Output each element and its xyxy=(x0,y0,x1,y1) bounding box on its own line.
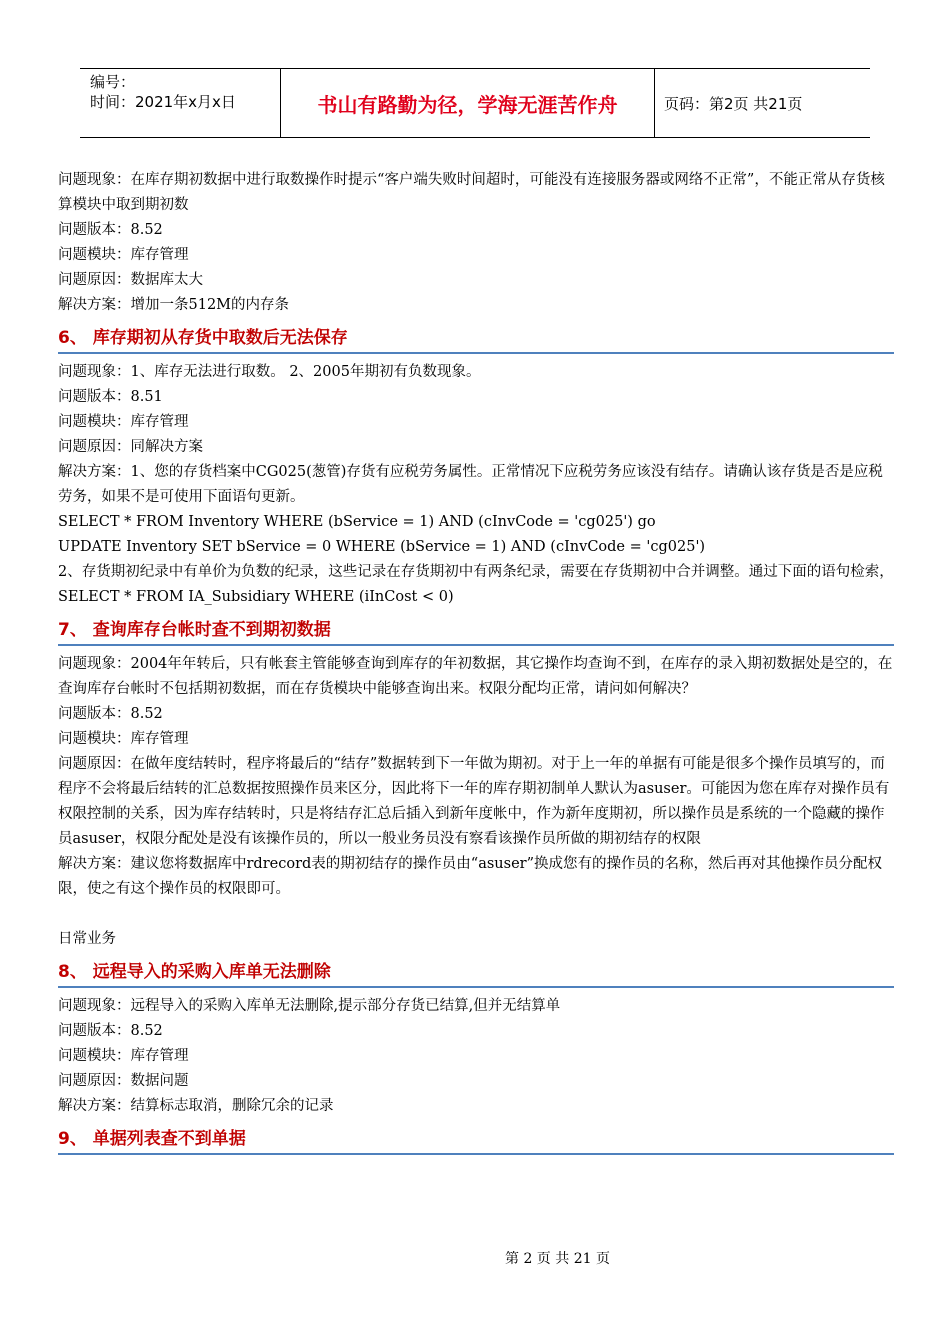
paragraph: 问题原因：数据问题 xyxy=(58,1073,189,1089)
paragraph: 问题模块：库存管理 xyxy=(58,731,189,747)
paragraph: 问题版本：8.51 xyxy=(58,389,163,405)
section-heading: 8、 远程导入的采购入库单无法删除 xyxy=(58,952,894,988)
section-heading: 7、 查询库存台帐时查不到期初数据 xyxy=(58,610,894,646)
paragraph: 问题原因：在做年度结转时，程序将最后的“结存”数据转到下一年做为期初。对于上一年的单据有可能是很多个操作员填写的，而程序不会将最后结转的汇总数据按照操作员来区分，因此将下一年的库存期初制单人默认为asuser。可能因为您在库存对操作员有权限控制的关系，因为库存结转时，只是将结存汇总后插入到新年度帐中，作为新年度期初，所以操作员是系统的一个隐藏的操作员asuser，权限分配处是没有该操作员的，所以一般业务员没有察看该操作员所做的期初结存的权限 xyxy=(58,756,890,847)
paragraph: 问题模块：库存管理 xyxy=(58,247,189,263)
paragraph: 问题现象：在库存期初数据中进行取数操作时提示“客户端失败时间超时，可能没有连接服务器或网络不正常”，不能正常从存货核算模块中取到期初数 xyxy=(58,172,885,213)
paragraph: 问题模块：库存管理 xyxy=(58,414,189,430)
paragraph: 解决方案：增加一条512M的内存条 xyxy=(58,297,290,313)
paragraph: 日常业务 xyxy=(58,931,116,947)
document-body xyxy=(58,168,894,1161)
page-number: 页码：第2页 共21页 xyxy=(664,94,803,113)
page-header xyxy=(80,68,870,138)
paragraph: 问题模块：库存管理 xyxy=(58,1048,189,1064)
paragraph: 问题现象：2004年年转后，只有帐套主管能够查询到库存的年初数据，其它操作均查询不到，在库存的录入期初数据处是空的，在查询库存台帐时不包括期初数据，而在存货模块中能够查询出来。权限分配均正常，请问如何解决？ xyxy=(58,656,893,697)
paragraph: 问题版本：8.52 xyxy=(58,222,163,238)
page-footer: 第 2 页 共 21 页 xyxy=(505,1251,610,1267)
paragraph: 问题现象：1、库存无法进行取数。 2、2005年期初有负数现象。 xyxy=(58,364,481,380)
paragraph: 解决方案：1、您的存货档案中CG025(葱管)存货有应税劳务属性。正常情况下应税劳务应该没有结存。请确认该存货是否是应税劳务，如果不是可使用下面语句更新。 xyxy=(58,464,883,505)
header-info-cell xyxy=(80,69,281,137)
header-page-cell xyxy=(654,69,870,137)
section-heading: 9、 单据列表查不到单据 xyxy=(58,1119,894,1155)
header-motto-cell xyxy=(281,69,655,137)
paragraph: 解决方案：结算标志取消，删除冗余的记录 xyxy=(58,1098,334,1114)
paragraph: 问题版本：8.52 xyxy=(58,1023,163,1039)
paragraph: 问题原因：数据库太大 xyxy=(58,272,203,288)
paragraph: 问题现象：远程导入的采购入库单无法删除,提示部分存货已结算,但并无结算单 xyxy=(58,998,561,1014)
paragraph: SELECT * FROM Inventory WHERE (bService = 1) AND (cInvCode = 'cg025') go xyxy=(58,514,656,530)
paragraph: 问题原因：同解决方案 xyxy=(58,439,203,455)
doc-date: 时间：2021年x月x日 xyxy=(90,93,236,111)
doc-number: 编号： xyxy=(90,73,136,91)
section-heading: 6、 库存期初从存货中取数后无法保存 xyxy=(58,318,894,354)
motto: 书山有路勤为径，学海无涯苦作舟 xyxy=(317,92,618,117)
paragraph: 2、存货期初纪录中有单价为负数的纪录，这些记录在存货期初中有两条纪录，需要在存货期初中合并调整。通过下面的语句检索， SELECT * FROM IA_Subsidiary WHERE (iInCost < 0) xyxy=(58,564,894,605)
spacer xyxy=(58,902,894,927)
paragraph: UPDATE Inventory SET bService = 0 WHERE (bService = 1) AND (cInvCode = 'cg025') xyxy=(58,539,706,555)
paragraph: 解决方案：建议您将数据库中rdrecord表的期初结存的操作员由“asuser”换成您有的操作员的名称，然后再对其他操作员分配权限，使之有这个操作员的权限即可。 xyxy=(58,856,882,897)
paragraph: 问题版本：8.52 xyxy=(58,706,163,722)
